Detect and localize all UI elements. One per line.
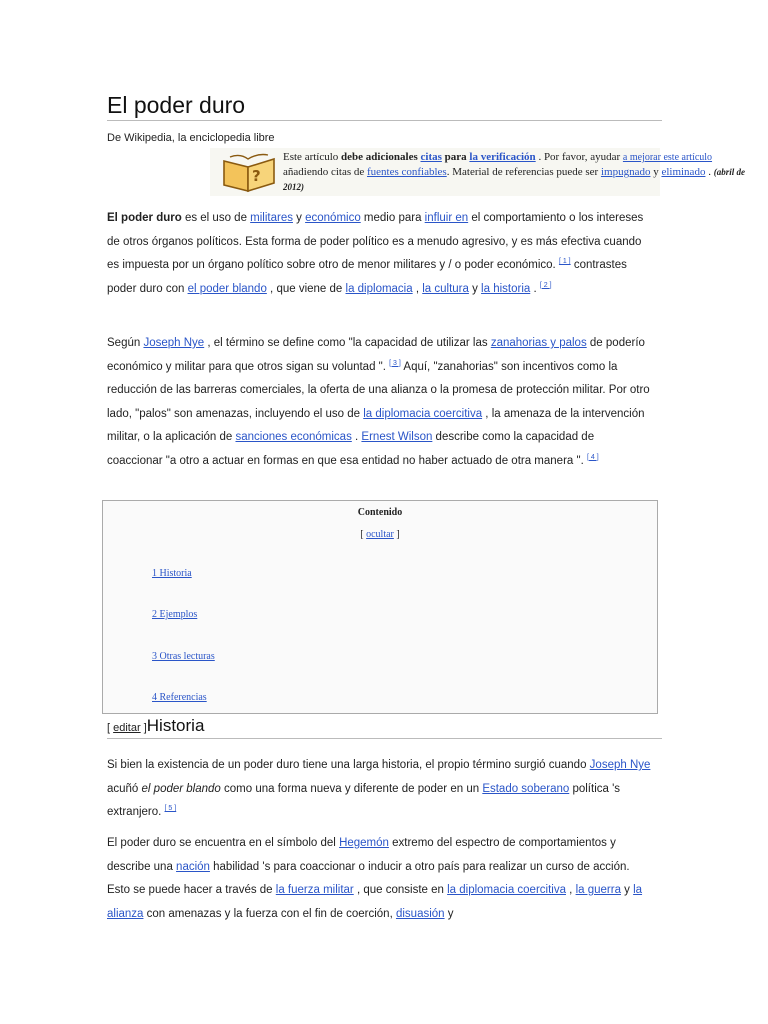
notice-text: Este artículo [283, 151, 342, 163]
notice-link-improve[interactable]: a mejorar este artículo [622, 152, 713, 163]
notice-link-sources[interactable]: fuentes confiables [367, 166, 447, 178]
notice-text: . Material de referencias puede ser [446, 166, 601, 178]
toc-item-referencias[interactable]: 4 Referencias [152, 692, 207, 703]
paragraph-nye: Según Joseph Nye , el término se define como "la capacidad de utilizar las zanahorias y palos de poderío económico y militar para que otros sigan su voluntad ". [ 3 ] Aquí, "zanahorias" son incentivos como la reducción de las barreras comerciales, la oferta de una alianza o la promesa de protección militar. Por otro lado, "palos" son amenazas, incluyendo el uso de la diplomacia coercitiva , la amenaza de la intervención militar, o la aplicación de sanciones económicas . Ernest Wilson describe como la capacidad de coaccionar "a otro a actuar en formas en que esa entidad no haber actuado de otra manera ". [ 4 ] [107, 337, 650, 467]
book-question-icon [220, 151, 278, 193]
link-alianza[interactable]: la alianza [107, 884, 643, 920]
toc-toggle: [ ocultar ] [360, 529, 400, 540]
section-title: Historia [146, 716, 205, 735]
citation-3[interactable]: [ 3 ] [389, 359, 401, 367]
citation-5[interactable]: [ 5 ] [164, 805, 177, 813]
toc-item-otras-lecturas[interactable]: 3 Otras lecturas [152, 651, 215, 662]
notice-link-citas[interactable]: citas [420, 151, 442, 163]
link-nacion[interactable]: nación [176, 860, 210, 873]
notice-text: y [650, 166, 662, 178]
toc-title: Contenido [357, 507, 403, 518]
paragraph-intro: El poder duro es el uso de militares y económico medio para influir en el comportamiento o los intereses de otros órganos políticos. Esta forma de poder político es a menudo agresivo, y es más efectiva cuando es impuesta por un órgano político sobre otro de menor militares y / o poder económico. [ 1 ] contrastes poder duro con el poder blando , que viene de la diplomacia , la cultura y la historia . [ 2 ] [107, 212, 644, 295]
title-divider [107, 120, 662, 121]
link-historia[interactable]: la historia [481, 282, 531, 295]
link-militares[interactable]: militares [250, 212, 293, 224]
link-guerra[interactable]: la guerra [575, 884, 621, 896]
link-sanciones[interactable]: sanciones económicas [235, 431, 352, 443]
link-hegemon[interactable]: Hegemón [339, 837, 389, 849]
link-joseph-nye-2[interactable]: Joseph Nye [589, 759, 651, 771]
toc-item-historia[interactable]: 1 Historia [152, 568, 192, 579]
table-of-contents [102, 500, 658, 714]
notice-bold: debe adicionales [341, 151, 421, 163]
citation-notice [210, 148, 745, 196]
notice-link-removed[interactable]: eliminado [661, 166, 706, 178]
notice-text: añadiendo citas de [283, 166, 367, 178]
link-cultura[interactable]: la cultura [422, 282, 469, 295]
link-economico[interactable]: económico [305, 212, 361, 224]
notice-text: . Por favor, ayudar [535, 151, 623, 163]
bold-term: El poder duro [107, 212, 182, 224]
edit-section-link[interactable]: editar [113, 722, 141, 734]
notice-link-verification[interactable]: la verificación [469, 151, 536, 163]
link-ernest-wilson[interactable]: Ernest Wilson [361, 431, 433, 443]
citation-1[interactable]: [ 1 ] [558, 258, 571, 266]
link-fuerza-militar[interactable]: la fuerza militar [275, 884, 354, 896]
notice-link-challenged[interactable]: impugnado [600, 166, 651, 178]
toc-hide-link[interactable]: ocultar [366, 529, 394, 540]
svg-text:?: ? [252, 167, 261, 185]
link-influir[interactable]: influir en [424, 212, 469, 224]
notice-date: (abril de 2012) [283, 167, 745, 192]
paragraph-historia: Si bien la existencia de un poder duro tiene una larga historia, el propio término surgió cuando Joseph Nye acuñó el poder blando como una forma nueva y diferente de poder en un Estado soberano política 's extranjero. [ 5 ] [107, 759, 651, 818]
link-estado-soberano[interactable]: Estado soberano [482, 782, 570, 795]
link-diplomacia[interactable]: la diplomacia [345, 282, 413, 295]
link-diplomacia-coercitiva-2[interactable]: la diplomacia coercitiva [447, 884, 566, 896]
section-divider [107, 738, 662, 739]
site-tagline: De Wikipedia, la enciclopedia libre [107, 132, 275, 144]
link-poder-blando[interactable]: el poder blando [187, 282, 267, 295]
link-zanahorias[interactable]: zanahorias y palos [490, 337, 587, 349]
link-disuasion[interactable]: disuasión [395, 907, 445, 920]
paragraph-hegemon: El poder duro se encuentra en el símbolo del Hegemón extremo del espectro de comportamientos y describe una nación habilidad 's para coaccionar o inducir a otro país para realizar un curso de acción. Esto se puede hacer a través de la fuerza militar , que consiste en la diplomacia coercitiva , la guerra y la alianza con amenazas y la fuerza con el fin de coerción, disuasión y [107, 837, 643, 920]
citation-4[interactable]: [ 4 ] [586, 453, 599, 461]
page-title: El poder duro [107, 92, 246, 118]
section-heading-historia: [ editar ]Historia [107, 716, 205, 735]
notice-text: . [705, 166, 714, 178]
notice-bold: para [441, 151, 470, 163]
toc-item-ejemplos[interactable]: 2 Ejemplos [152, 609, 198, 620]
italic-term: el poder blando [141, 782, 221, 795]
citation-2[interactable]: [ 2 ] [539, 281, 552, 289]
link-joseph-nye[interactable]: Joseph Nye [143, 337, 205, 349]
link-diplomacia-coercitiva[interactable]: la diplomacia coercitiva [363, 407, 483, 420]
